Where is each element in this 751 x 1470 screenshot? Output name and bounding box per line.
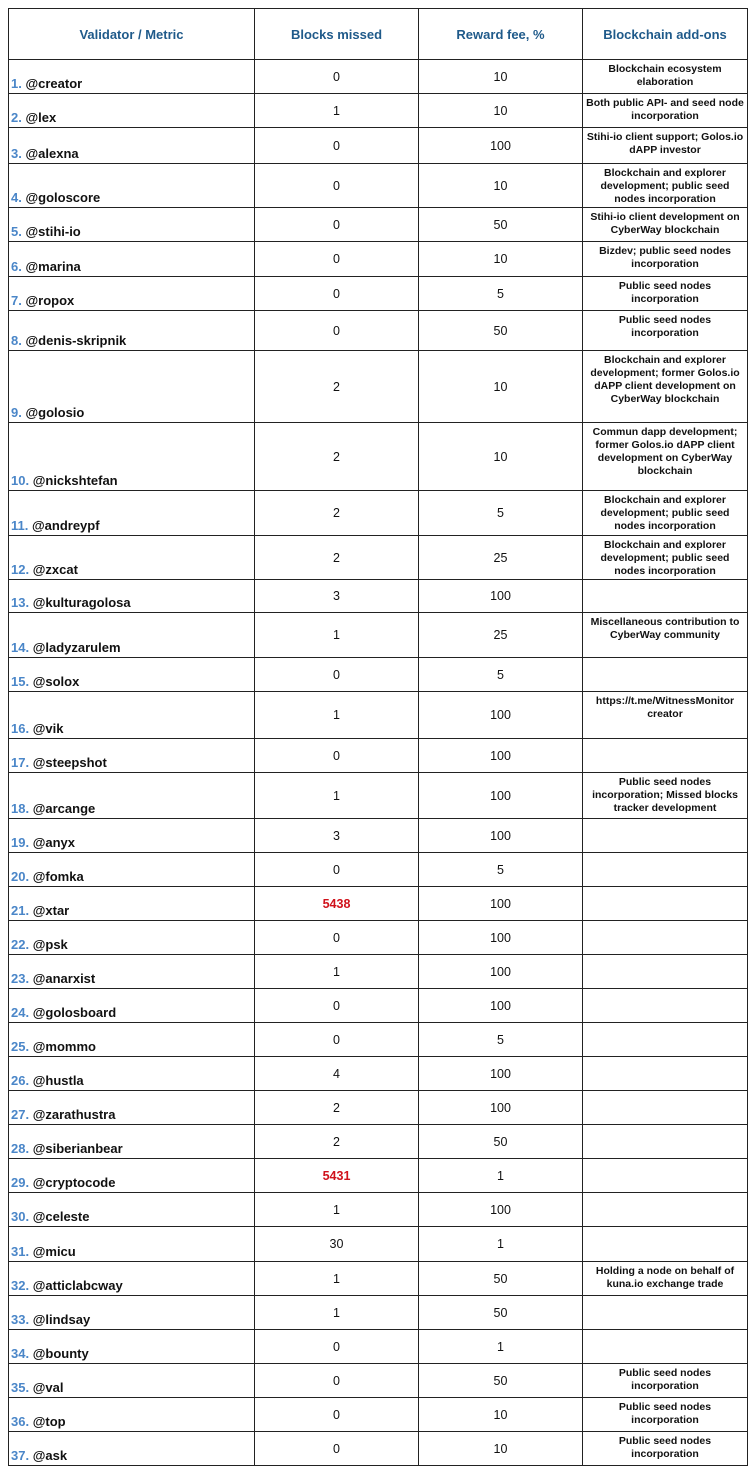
rank-number: 20. bbox=[11, 869, 30, 884]
rank-number: 29. bbox=[11, 1175, 30, 1190]
reward-fee-cell: 10 bbox=[419, 423, 583, 491]
reward-fee-cell: 1 bbox=[419, 1159, 583, 1193]
table-row bbox=[9, 491, 748, 536]
validator-cell bbox=[9, 1125, 255, 1159]
blocks-missed-cell: 0 bbox=[255, 1398, 419, 1432]
table-row bbox=[9, 242, 748, 277]
addons-cell: Stihi-io client support; Golos.io dAPP investor bbox=[583, 128, 748, 164]
rank-number: 34. bbox=[11, 1346, 30, 1361]
validator-name: @creator bbox=[25, 76, 83, 91]
rank-number: 36. bbox=[11, 1414, 30, 1429]
reward-fee-cell: 50 bbox=[419, 1296, 583, 1330]
table-row bbox=[9, 853, 748, 887]
reward-fee-cell: 100 bbox=[419, 1193, 583, 1227]
table-row bbox=[9, 1159, 748, 1193]
blocks-missed-cell: 0 bbox=[255, 60, 419, 94]
validator-cell bbox=[9, 658, 255, 692]
addons-cell: Both public API- and seed node incorporation bbox=[583, 94, 748, 128]
validator-name: @anyx bbox=[32, 835, 76, 850]
validator-cell bbox=[9, 1364, 255, 1398]
reward-fee-cell: 100 bbox=[419, 1091, 583, 1125]
validator-name: @fomka bbox=[32, 869, 84, 884]
reward-fee-cell: 100 bbox=[419, 955, 583, 989]
blocks-missed-cell: 0 bbox=[255, 277, 419, 311]
validator-cell bbox=[9, 1330, 255, 1364]
validator-cell bbox=[9, 887, 255, 921]
reward-fee-cell: 5 bbox=[419, 853, 583, 887]
validator-name: @lex bbox=[25, 110, 57, 125]
validator-cell bbox=[9, 1091, 255, 1125]
reward-fee-cell: 100 bbox=[419, 1057, 583, 1091]
table-row bbox=[9, 819, 748, 853]
table-row bbox=[9, 658, 748, 692]
rank-number: 6. bbox=[11, 259, 22, 274]
addons-cell bbox=[583, 819, 748, 853]
rank-number: 9. bbox=[11, 405, 22, 420]
addons-cell: Bizdev; public seed nodes incorporation bbox=[583, 242, 748, 277]
blocks-missed-cell: 4 bbox=[255, 1057, 419, 1091]
validator-name: @ask bbox=[32, 1448, 68, 1463]
blocks-missed-cell: 1 bbox=[255, 94, 419, 128]
rank-number: 19. bbox=[11, 835, 30, 850]
blocks-missed-cell: 0 bbox=[255, 739, 419, 773]
blocks-missed-cell: 2 bbox=[255, 1091, 419, 1125]
blocks-missed-cell: 0 bbox=[255, 658, 419, 692]
addons-cell bbox=[583, 921, 748, 955]
rank-number: 1. bbox=[11, 76, 22, 91]
rank-number: 4. bbox=[11, 190, 22, 205]
validator-cell bbox=[9, 491, 255, 536]
validator-cell bbox=[9, 1023, 255, 1057]
validator-name: @micu bbox=[32, 1244, 76, 1259]
reward-fee-cell: 5 bbox=[419, 658, 583, 692]
validator-name: @zarathustra bbox=[32, 1107, 116, 1122]
blocks-missed-cell: 0 bbox=[255, 1330, 419, 1364]
table-row bbox=[9, 208, 748, 242]
validator-cell bbox=[9, 955, 255, 989]
validator-name: @stihi-io bbox=[25, 224, 81, 239]
rank-number: 10. bbox=[11, 473, 30, 488]
table-row bbox=[9, 739, 748, 773]
table-row bbox=[9, 1398, 748, 1432]
addons-cell bbox=[583, 1159, 748, 1193]
validator-name: @denis-skripnik bbox=[25, 333, 127, 348]
addons-cell bbox=[583, 1023, 748, 1057]
validator-name: @andreypf bbox=[31, 518, 100, 533]
rank-number: 27. bbox=[11, 1107, 30, 1122]
table-row bbox=[9, 60, 748, 94]
validator-name: @celeste bbox=[32, 1209, 90, 1224]
validator-cell bbox=[9, 989, 255, 1023]
validator-name: @val bbox=[32, 1380, 64, 1395]
table-row bbox=[9, 1091, 748, 1125]
rank-number: 2. bbox=[11, 110, 22, 125]
table-row bbox=[9, 692, 748, 739]
validator-name: @nickshtefan bbox=[32, 473, 118, 488]
table-row bbox=[9, 921, 748, 955]
validator-name: @top bbox=[32, 1414, 66, 1429]
rank-number: 28. bbox=[11, 1141, 30, 1156]
blocks-missed-cell: 2 bbox=[255, 1125, 419, 1159]
addons-cell: Commun dapp development; former Golos.io dAPP client development on CyberWay blockchain bbox=[583, 423, 748, 491]
table-row bbox=[9, 1330, 748, 1364]
reward-fee-cell: 100 bbox=[419, 819, 583, 853]
validator-name: @zxcat bbox=[32, 562, 78, 577]
validator-cell bbox=[9, 277, 255, 311]
addons-cell: Stihi-io client development on CyberWay blockchain bbox=[583, 208, 748, 242]
validator-cell bbox=[9, 311, 255, 351]
addons-cell: Public seed nodes incorporation bbox=[583, 277, 748, 311]
rank-number: 21. bbox=[11, 903, 30, 918]
blocks-missed-cell: 1 bbox=[255, 613, 419, 658]
rank-number: 18. bbox=[11, 801, 30, 816]
addons-cell: Blockchain and explorer development; public seed nodes incorporation bbox=[583, 536, 748, 580]
blocks-missed-cell: 0 bbox=[255, 208, 419, 242]
reward-fee-cell: 1 bbox=[419, 1227, 583, 1262]
rank-number: 25. bbox=[11, 1039, 30, 1054]
validator-name: @arcange bbox=[32, 801, 96, 816]
addons-cell: Public seed nodes incorporation bbox=[583, 1364, 748, 1398]
addons-cell: Miscellaneous contribution to CyberWay community bbox=[583, 613, 748, 658]
reward-fee-cell: 5 bbox=[419, 277, 583, 311]
table-row bbox=[9, 955, 748, 989]
validator-cell bbox=[9, 853, 255, 887]
validator-cell bbox=[9, 1159, 255, 1193]
validator-name: @anarxist bbox=[32, 971, 96, 986]
rank-number: 5. bbox=[11, 224, 22, 239]
validator-cell bbox=[9, 613, 255, 658]
reward-fee-cell: 25 bbox=[419, 613, 583, 658]
validator-name: @atticlabcway bbox=[32, 1278, 123, 1293]
rank-number: 26. bbox=[11, 1073, 30, 1088]
rank-number: 37. bbox=[11, 1448, 30, 1463]
rank-number: 12. bbox=[11, 562, 30, 577]
validator-cell bbox=[9, 128, 255, 164]
table-row bbox=[9, 1364, 748, 1398]
reward-fee-cell: 100 bbox=[419, 580, 583, 613]
table-row bbox=[9, 1125, 748, 1159]
rank-number: 11. bbox=[11, 518, 29, 533]
addons-cell bbox=[583, 1057, 748, 1091]
reward-fee-cell: 25 bbox=[419, 536, 583, 580]
validator-cell bbox=[9, 208, 255, 242]
reward-fee-cell: 10 bbox=[419, 60, 583, 94]
reward-fee-cell: 5 bbox=[419, 1023, 583, 1057]
validator-cell bbox=[9, 1296, 255, 1330]
table-row bbox=[9, 1193, 748, 1227]
rank-number: 16. bbox=[11, 721, 30, 736]
validator-cell bbox=[9, 1398, 255, 1432]
addons-cell bbox=[583, 989, 748, 1023]
reward-fee-cell: 1 bbox=[419, 1330, 583, 1364]
validator-cell bbox=[9, 819, 255, 853]
addons-cell bbox=[583, 887, 748, 921]
blocks-missed-cell: 5438 bbox=[255, 887, 419, 921]
addons-cell: https://t.me/WitnessMonitor creator bbox=[583, 692, 748, 739]
table-row bbox=[9, 773, 748, 819]
validator-cell bbox=[9, 242, 255, 277]
blocks-missed-cell: 1 bbox=[255, 955, 419, 989]
reward-fee-cell: 50 bbox=[419, 311, 583, 351]
validator-name: @kulturagolosa bbox=[32, 595, 131, 610]
blocks-missed-cell: 1 bbox=[255, 1193, 419, 1227]
table-row bbox=[9, 1057, 748, 1091]
blocks-missed-cell: 2 bbox=[255, 491, 419, 536]
rank-number: 15. bbox=[11, 674, 30, 689]
validators-table bbox=[8, 8, 748, 1466]
validator-cell bbox=[9, 773, 255, 819]
rank-number: 8. bbox=[11, 333, 22, 348]
reward-fee-cell: 50 bbox=[419, 208, 583, 242]
validator-cell bbox=[9, 423, 255, 491]
addons-cell bbox=[583, 580, 748, 613]
addons-cell bbox=[583, 1330, 748, 1364]
addons-cell bbox=[583, 853, 748, 887]
reward-fee-cell: 100 bbox=[419, 989, 583, 1023]
validator-name: @psk bbox=[32, 937, 68, 952]
validator-cell bbox=[9, 692, 255, 739]
validator-cell bbox=[9, 1432, 255, 1466]
table-row bbox=[9, 536, 748, 580]
validator-cell bbox=[9, 164, 255, 208]
validator-name: @vik bbox=[32, 721, 64, 736]
validator-name: @bounty bbox=[32, 1346, 89, 1361]
rank-number: 7. bbox=[11, 293, 22, 308]
reward-fee-cell: 10 bbox=[419, 242, 583, 277]
table-row bbox=[9, 277, 748, 311]
validator-name: @lindsay bbox=[32, 1312, 91, 1327]
validator-name: @mommo bbox=[32, 1039, 96, 1054]
table-row bbox=[9, 613, 748, 658]
addons-cell bbox=[583, 658, 748, 692]
reward-fee-cell: 100 bbox=[419, 739, 583, 773]
blocks-missed-cell: 2 bbox=[255, 351, 419, 423]
validator-name: @alexna bbox=[25, 146, 79, 161]
table-row bbox=[9, 1262, 748, 1296]
validator-name: @goloscore bbox=[25, 190, 101, 205]
rank-number: 22. bbox=[11, 937, 30, 952]
addons-cell: Public seed nodes incorporation; Missed blocks tracker development bbox=[583, 773, 748, 819]
blocks-missed-cell: 0 bbox=[255, 989, 419, 1023]
reward-fee-cell: 10 bbox=[419, 1432, 583, 1466]
validator-cell bbox=[9, 921, 255, 955]
addons-cell: Blockchain and explorer development; former Golos.io dAPP client development on CyberWay blockchain bbox=[583, 351, 748, 423]
table-row bbox=[9, 423, 748, 491]
addons-cell: Public seed nodes incorporation bbox=[583, 1432, 748, 1466]
blocks-missed-cell: 3 bbox=[255, 580, 419, 613]
addons-cell: Blockchain and explorer development; public seed nodes incorporation bbox=[583, 491, 748, 536]
addons-cell bbox=[583, 955, 748, 989]
validator-name: @xtar bbox=[32, 903, 70, 918]
table-row bbox=[9, 580, 748, 613]
blocks-missed-cell: 2 bbox=[255, 536, 419, 580]
validator-name: @solox bbox=[32, 674, 80, 689]
validator-cell bbox=[9, 536, 255, 580]
addons-cell: Public seed nodes incorporation bbox=[583, 1398, 748, 1432]
blocks-missed-cell: 3 bbox=[255, 819, 419, 853]
validator-cell bbox=[9, 1227, 255, 1262]
addons-cell bbox=[583, 1091, 748, 1125]
rank-number: 14. bbox=[11, 640, 30, 655]
blocks-missed-cell: 0 bbox=[255, 853, 419, 887]
blocks-missed-cell: 2 bbox=[255, 423, 419, 491]
table-row bbox=[9, 887, 748, 921]
blocks-missed-cell: 1 bbox=[255, 773, 419, 819]
table-row bbox=[9, 164, 748, 208]
validator-cell bbox=[9, 1057, 255, 1091]
blocks-missed-cell: 30 bbox=[255, 1227, 419, 1262]
header-row bbox=[9, 9, 748, 60]
reward-fee-cell: 50 bbox=[419, 1262, 583, 1296]
blocks-missed-cell: 0 bbox=[255, 311, 419, 351]
reward-fee-cell: 100 bbox=[419, 887, 583, 921]
reward-fee-cell: 10 bbox=[419, 94, 583, 128]
validator-name: @hustla bbox=[32, 1073, 84, 1088]
reward-fee-cell: 10 bbox=[419, 1398, 583, 1432]
rank-number: 35. bbox=[11, 1380, 30, 1395]
validator-name: @steepshot bbox=[32, 755, 107, 770]
validator-cell bbox=[9, 1262, 255, 1296]
validator-cell bbox=[9, 60, 255, 94]
table-row bbox=[9, 989, 748, 1023]
addons-cell bbox=[583, 1296, 748, 1330]
validator-cell bbox=[9, 94, 255, 128]
blocks-missed-cell: 1 bbox=[255, 692, 419, 739]
reward-fee-cell: 100 bbox=[419, 128, 583, 164]
header-addons: Blockchain add-ons bbox=[583, 9, 748, 60]
table-row bbox=[9, 1023, 748, 1057]
table-row bbox=[9, 94, 748, 128]
table-row bbox=[9, 128, 748, 164]
table-row bbox=[9, 351, 748, 423]
validator-cell bbox=[9, 1193, 255, 1227]
addons-cell: Blockchain ecosystem elaboration bbox=[583, 60, 748, 94]
rank-number: 3. bbox=[11, 146, 22, 161]
blocks-missed-cell: 0 bbox=[255, 1364, 419, 1398]
validator-cell bbox=[9, 580, 255, 613]
validator-name: @golosboard bbox=[32, 1005, 117, 1020]
table-row bbox=[9, 1296, 748, 1330]
validator-name: @marina bbox=[25, 259, 81, 274]
addons-cell: Public seed nodes incorporation bbox=[583, 311, 748, 351]
validator-cell bbox=[9, 351, 255, 423]
blocks-missed-cell: 0 bbox=[255, 128, 419, 164]
blocks-missed-cell: 0 bbox=[255, 921, 419, 955]
addons-cell: Blockchain and explorer development; public seed nodes incorporation bbox=[583, 164, 748, 208]
header-reward-fee: Reward fee, % bbox=[419, 9, 583, 60]
addons-cell bbox=[583, 1193, 748, 1227]
blocks-missed-cell: 0 bbox=[255, 164, 419, 208]
rank-number: 32. bbox=[11, 1278, 30, 1293]
table-row bbox=[9, 1432, 748, 1466]
validator-name: @ladyzarulem bbox=[32, 640, 121, 655]
validator-name: @cryptocode bbox=[32, 1175, 116, 1190]
rank-number: 24. bbox=[11, 1005, 30, 1020]
addons-cell: Holding a node on behalf of kuna.io exchange trade bbox=[583, 1262, 748, 1296]
reward-fee-cell: 10 bbox=[419, 351, 583, 423]
blocks-missed-cell: 1 bbox=[255, 1296, 419, 1330]
blocks-missed-cell: 1 bbox=[255, 1262, 419, 1296]
rank-number: 33. bbox=[11, 1312, 30, 1327]
header-validator: Validator / Metric bbox=[9, 9, 255, 60]
validator-name: @golosio bbox=[25, 405, 85, 420]
validator-name: @siberianbear bbox=[32, 1141, 123, 1156]
rank-number: 30. bbox=[11, 1209, 30, 1224]
reward-fee-cell: 10 bbox=[419, 164, 583, 208]
reward-fee-cell: 100 bbox=[419, 921, 583, 955]
blocks-missed-cell: 0 bbox=[255, 242, 419, 277]
addons-cell bbox=[583, 739, 748, 773]
addons-cell bbox=[583, 1125, 748, 1159]
reward-fee-cell: 100 bbox=[419, 773, 583, 819]
blocks-missed-cell: 0 bbox=[255, 1023, 419, 1057]
addons-cell bbox=[583, 1227, 748, 1262]
reward-fee-cell: 5 bbox=[419, 491, 583, 536]
rank-number: 23. bbox=[11, 971, 30, 986]
rank-number: 13. bbox=[11, 595, 30, 610]
rank-number: 17. bbox=[11, 755, 30, 770]
validator-name: @ropox bbox=[25, 293, 75, 308]
reward-fee-cell: 50 bbox=[419, 1364, 583, 1398]
header-blocks-missed: Blocks missed bbox=[255, 9, 419, 60]
blocks-missed-cell: 0 bbox=[255, 1432, 419, 1466]
blocks-missed-cell: 5431 bbox=[255, 1159, 419, 1193]
reward-fee-cell: 50 bbox=[419, 1125, 583, 1159]
reward-fee-cell: 100 bbox=[419, 692, 583, 739]
table-row bbox=[9, 1227, 748, 1262]
rank-number: 31. bbox=[11, 1244, 30, 1259]
table-row bbox=[9, 311, 748, 351]
validator-cell bbox=[9, 739, 255, 773]
